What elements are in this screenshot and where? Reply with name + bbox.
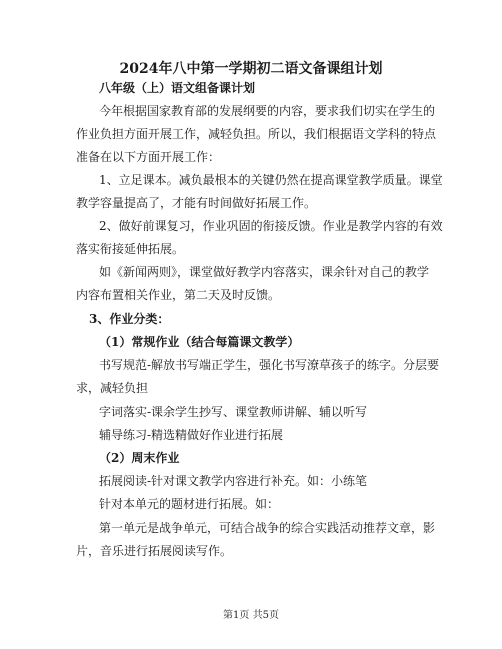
paragraph-line: 针对本单元的题材进行拓展。如： xyxy=(99,497,280,511)
page-footer: 第1页 共5页 xyxy=(223,610,279,621)
paragraph-line: 教学容量提高了，才能有时间做好拓展工作。 xyxy=(76,196,317,210)
paragraph-line: 作业负担方面开展工作，减轻负担。所以，我们根据语文学科的特点 xyxy=(76,127,437,141)
paragraph-line: 今年根据国家教育部的发展纲要的内容，要求我们切实在学生的 xyxy=(99,104,436,118)
paragraph-line: 拓展阅读-针对课文教学内容进行补充。如：小练笔 xyxy=(99,474,368,488)
paragraph-line: 辅导练习-精选精做好作业进行拓展 xyxy=(99,428,284,442)
paragraph-line: 第一单元是战争单元，可结合战争的综合实践活动推荐文章，影 xyxy=(99,521,436,535)
paragraph-line: 落实衔接延伸拓展。 xyxy=(76,242,185,256)
document-title: 2024年八中第一学期初二语文备课组计划 xyxy=(119,61,383,77)
section-heading: （2）周末作业 xyxy=(99,451,180,465)
paragraph-line: 片，音乐进行拓展阅读写作。 xyxy=(76,544,233,558)
paragraph-line: 1、立足课本。减负最根本的关键仍然在提高课堂教学质量。课堂 xyxy=(99,173,443,187)
paragraph-line: 如《新闻两则》，课堂做好教学内容落实，课余针对自己的教学 xyxy=(99,265,430,279)
section-heading: 八年级（上）语文组备课计划 xyxy=(99,81,256,95)
section-heading: 3、作业分类： xyxy=(89,312,170,326)
paragraph-line: 2、做好前课复习，作业巩固的衔接反馈。作业是教学内容的有效 xyxy=(99,219,443,233)
paragraph-line: 准备在以下方面开展工作： xyxy=(76,150,221,164)
paragraph-line: 字词落实-课余学生抄写、课堂教师讲解、辅以听写 xyxy=(99,405,368,419)
paragraph-line: 求，减轻负担 xyxy=(76,381,149,395)
paragraph-line: 内容布置相关作业，第二天及时反馈。 xyxy=(76,288,281,302)
paragraph-line: 书写规范-解放书写端正学生，强化书写潦草孩子的练字。分层要 xyxy=(99,358,440,372)
section-heading: （1）常规作业（结合每篇课文教学） xyxy=(99,335,300,349)
